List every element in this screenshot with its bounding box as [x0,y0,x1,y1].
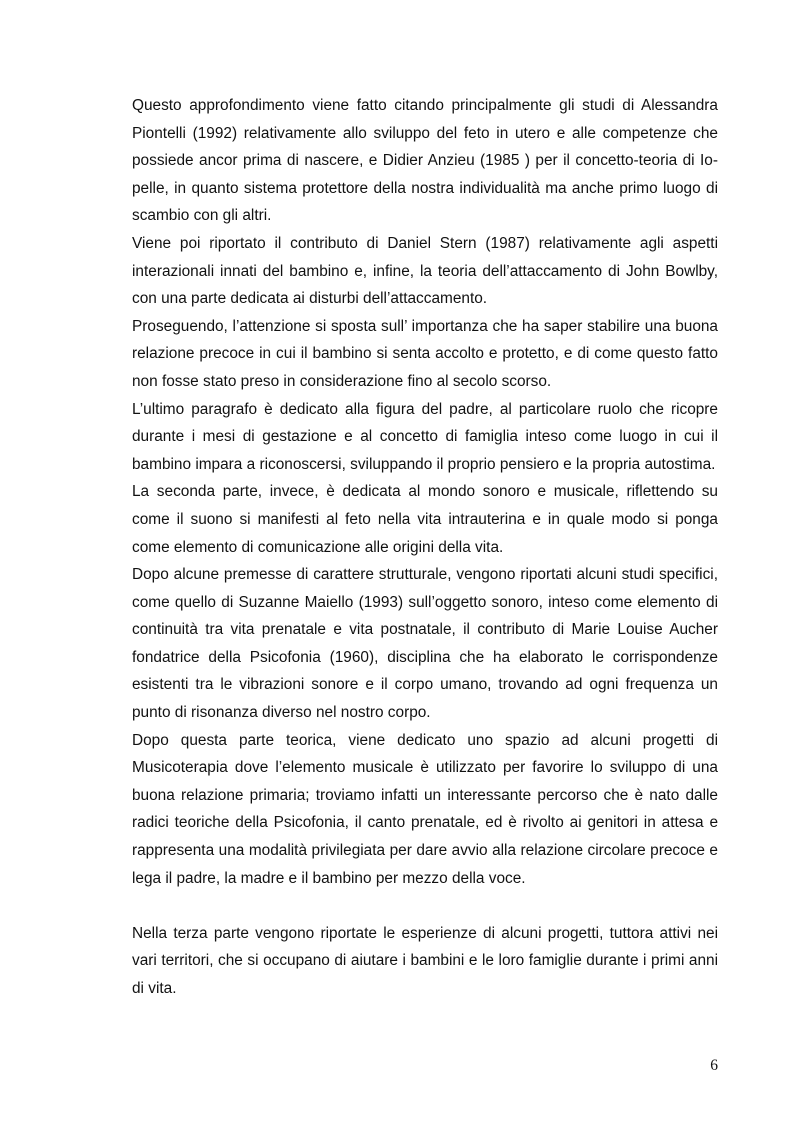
paragraph-early-relationship: Proseguendo, l’attenzione si sposta sull’ importanza che ha saper stabilire una buona relazione precoce in cui il bambino si senta accolto e protetto, e di come questo fatto non fosse stato preso in considerazione fino al secolo scorso. [132,317,718,390]
body-text [132,92,718,1003]
paragraph-sources: Questo approfondimento viene fatto citando principalmente gli studi di Alessandra Piontelli (1992) relativamente allo sviluppo del feto in utero e alle competenze che possiede ancor prima di nascere, e Didier Anzieu (1985 ) per il concetto-teoria di Io-pelle, in quanto sistema protettore della nostra individualità ma anche primo luogo di scambio con gli altri. [132,97,718,225]
paragraph-father: L’ultimo paragrafo è dedicato alla figura del padre, al particolare ruolo che ricopre durante i mesi di gestazione e al concetto di famiglia inteso come luogo in cui il bambino impara a riconoscersi, sviluppando il proprio pensiero e la propria autostima. [132,400,718,473]
paragraph-attachment: Viene poi riportato il contributo di Daniel Stern (1987) relativamente agli aspetti interazionali innati del bambino e, infine, la teoria dell’attaccamento di John Bowlby, con una parte dedicata ai disturbi dell’attaccamento. [132,234,718,308]
paragraph-sound-world: La seconda parte, invece, è dedicata al mondo sonoro e musicale, riflettendo su come il suono si manifesti al feto nella vita intrauterina e in quale modo si ponga come elemento di comunicazione alle origini della vita. [132,483,718,556]
page-number: 6 [710,1057,718,1074]
paragraph-third-part: Nella terza parte vengono riportate le esperienze di alcuni progetti, tuttora attivi nei vari territori, che si occupano di aiutare i bambini e le loro famiglie durante i primi anni di vita. [132,924,718,997]
paragraph-music-therapy: Dopo questa parte teorica, viene dedicato uno spazio ad alcuni progetti di Musicoterapia dove l’elemento musicale è utilizzato per favorire lo sviluppo di una buona relazione primaria; troviamo infatti un interessante percorso che è nato dalle radici teoriche della Psicofonia, il canto prenatale, ed è rivolto ai genitori in attesa e rappresenta una modalità privilegiata per dare avvio alla relazione circolare precoce e lega il padre, la madre e il bambino per mezzo della voce. [132,731,718,887]
paragraph-studies: Dopo alcune premesse di carattere strutturale, vengono riportati alcuni studi specifici, come quello di Suzanne Maiello (1993) sull’oggetto sonoro, inteso come elemento di continuità tra vita prenatale e vita postnatale, il contributo di Marie Louise Aucher fondatrice della Psicofonia (1960), disciplina che ha elaborato le corrispondenze esistenti tra le vibrazioni sonore e il corpo umano, trovando ad ogni frequenza un punto di risonanza diverso nel nostro corpo. [132,566,718,722]
